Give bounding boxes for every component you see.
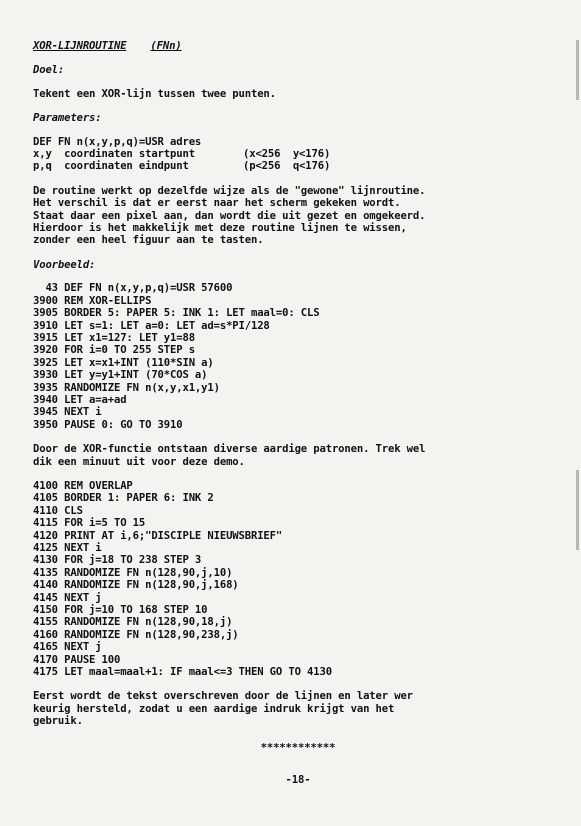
middle-text <box>33 443 553 468</box>
code-line: 4170 PAUSE 100 <box>33 653 121 666</box>
description <box>33 185 553 247</box>
code-line: 3900 REM XOR-ELLIPS <box>33 294 152 307</box>
param-label: x,y coordinaten startpunt <box>33 148 195 161</box>
closing-text-line: Eerst wordt de tekst overschreven door de lijnen en later wer <box>33 690 413 703</box>
code-line: 3930 LET y=y1+INT (70*COS a) <box>33 369 208 382</box>
code-line: 4140 RANDOMIZE FN n(128,90,j,168) <box>33 579 239 592</box>
code-listing-ellips <box>33 282 553 431</box>
code-line: 4145 NEXT j <box>33 591 102 604</box>
code-line: 4130 FOR j=18 TO 238 STEP 3 <box>33 554 202 567</box>
voorbeeld-heading: Voorbeeld: <box>33 258 96 271</box>
scan-edge-mark <box>576 40 579 100</box>
code-line: 4110 CLS <box>33 504 83 517</box>
document-page <box>33 40 553 787</box>
code-line: 4175 LET maal=maal+1: IF maal<=3 THEN GO TO 4130 <box>33 666 332 679</box>
code-line: 3920 FOR i=0 TO 255 STEP s <box>33 344 195 357</box>
code-line: 43 DEF FN n(x,y,p,q)=USR 57600 <box>33 282 233 295</box>
closing-text-line: gebruik. <box>33 715 83 728</box>
code-line: 4150 FOR j=10 TO 168 STEP 10 <box>33 604 208 617</box>
code-line: 4165 NEXT j <box>33 641 102 654</box>
param-label: DEF FN n(x,y,p,q)=USR adres <box>33 135 202 148</box>
middle-text-line: dik een minuut uit voor deze demo. <box>33 455 245 468</box>
code-line: 3935 RANDOMIZE FN n(x,y,x1,y1) <box>33 381 220 394</box>
code-line: 3945 NEXT i <box>33 406 102 419</box>
code-line: 4160 RANDOMIZE FN n(128,90,238,j) <box>33 628 239 641</box>
page-number: -18- <box>285 774 311 787</box>
code-listing-overlap <box>33 480 553 679</box>
code-line: 3925 LET x=x1+INT (110*SIN a) <box>33 356 214 369</box>
param-range: (p<256 q<176) <box>243 160 331 173</box>
scan-edge-mark <box>576 470 579 550</box>
description-line: Het verschil is dat er eerst naar het scherm gekeken wordt. <box>33 197 401 210</box>
page-title <box>33 40 553 52</box>
code-line: 3940 LET a=a+ad <box>33 393 127 406</box>
closing-text <box>33 690 553 727</box>
description-line: zonder een heel figuur aan te tasten. <box>33 234 264 247</box>
code-line: 4100 REM OVERLAP <box>33 479 133 492</box>
param-row <box>33 136 553 148</box>
code-line: 3950 PAUSE 0: GO TO 3910 <box>33 418 183 431</box>
doel-text: Tekent een XOR-lijn tussen twee punten. <box>33 87 276 100</box>
code-line: 4105 BORDER 1: PAPER 6: INK 2 <box>33 492 214 505</box>
closing-text-line: keurig hersteld, zodat u een aardige indruk krijgt van het <box>33 702 395 715</box>
param-row <box>33 160 553 172</box>
code-line: 4135 RANDOMIZE FN n(128,90,j,10) <box>33 566 233 579</box>
code-line: 4115 FOR i=5 TO 15 <box>33 517 146 530</box>
title-name: XOR-LIJNROUTINE <box>33 40 127 52</box>
description-line: De routine werkt op dezelfde wijze als de "gewone" lijnroutine. <box>33 184 426 197</box>
params-block <box>33 136 553 173</box>
doel-heading: Doel: <box>33 64 65 77</box>
title-fn: (FNn) <box>150 40 182 52</box>
param-row <box>33 148 553 160</box>
description-line: Hierdoor is het makkelijk met deze routine lijnen te wissen, <box>33 222 407 235</box>
code-line: 3915 LET x1=127: LET y1=88 <box>33 331 195 344</box>
code-line: 3910 LET s=1: LET a=0: LET ad=s*PI/128 <box>33 319 270 332</box>
param-label: p,q coordinaten eindpunt <box>33 160 189 173</box>
code-line: 4120 PRINT AT i,6;"DISCIPLE NIEUWSBRIEF" <box>33 529 283 542</box>
middle-text-line: Door de XOR-functie ontstaan diverse aardige patronen. Trek wel <box>33 443 426 456</box>
description-line: Staat daar een pixel aan, dan wordt die uit gezet en omgekeerd. <box>33 209 426 222</box>
separator-stars: ************ <box>260 741 336 754</box>
code-line: 4125 NEXT i <box>33 542 102 554</box>
param-range: (x<256 y<176) <box>243 148 331 161</box>
params-heading: Parameters: <box>33 112 102 125</box>
code-line: 3905 BORDER 5: PAPER 5: INK 1: LET maal=0: CLS <box>33 307 320 320</box>
code-line: 4155 RANDOMIZE FN n(128,90,18,j) <box>33 616 233 629</box>
